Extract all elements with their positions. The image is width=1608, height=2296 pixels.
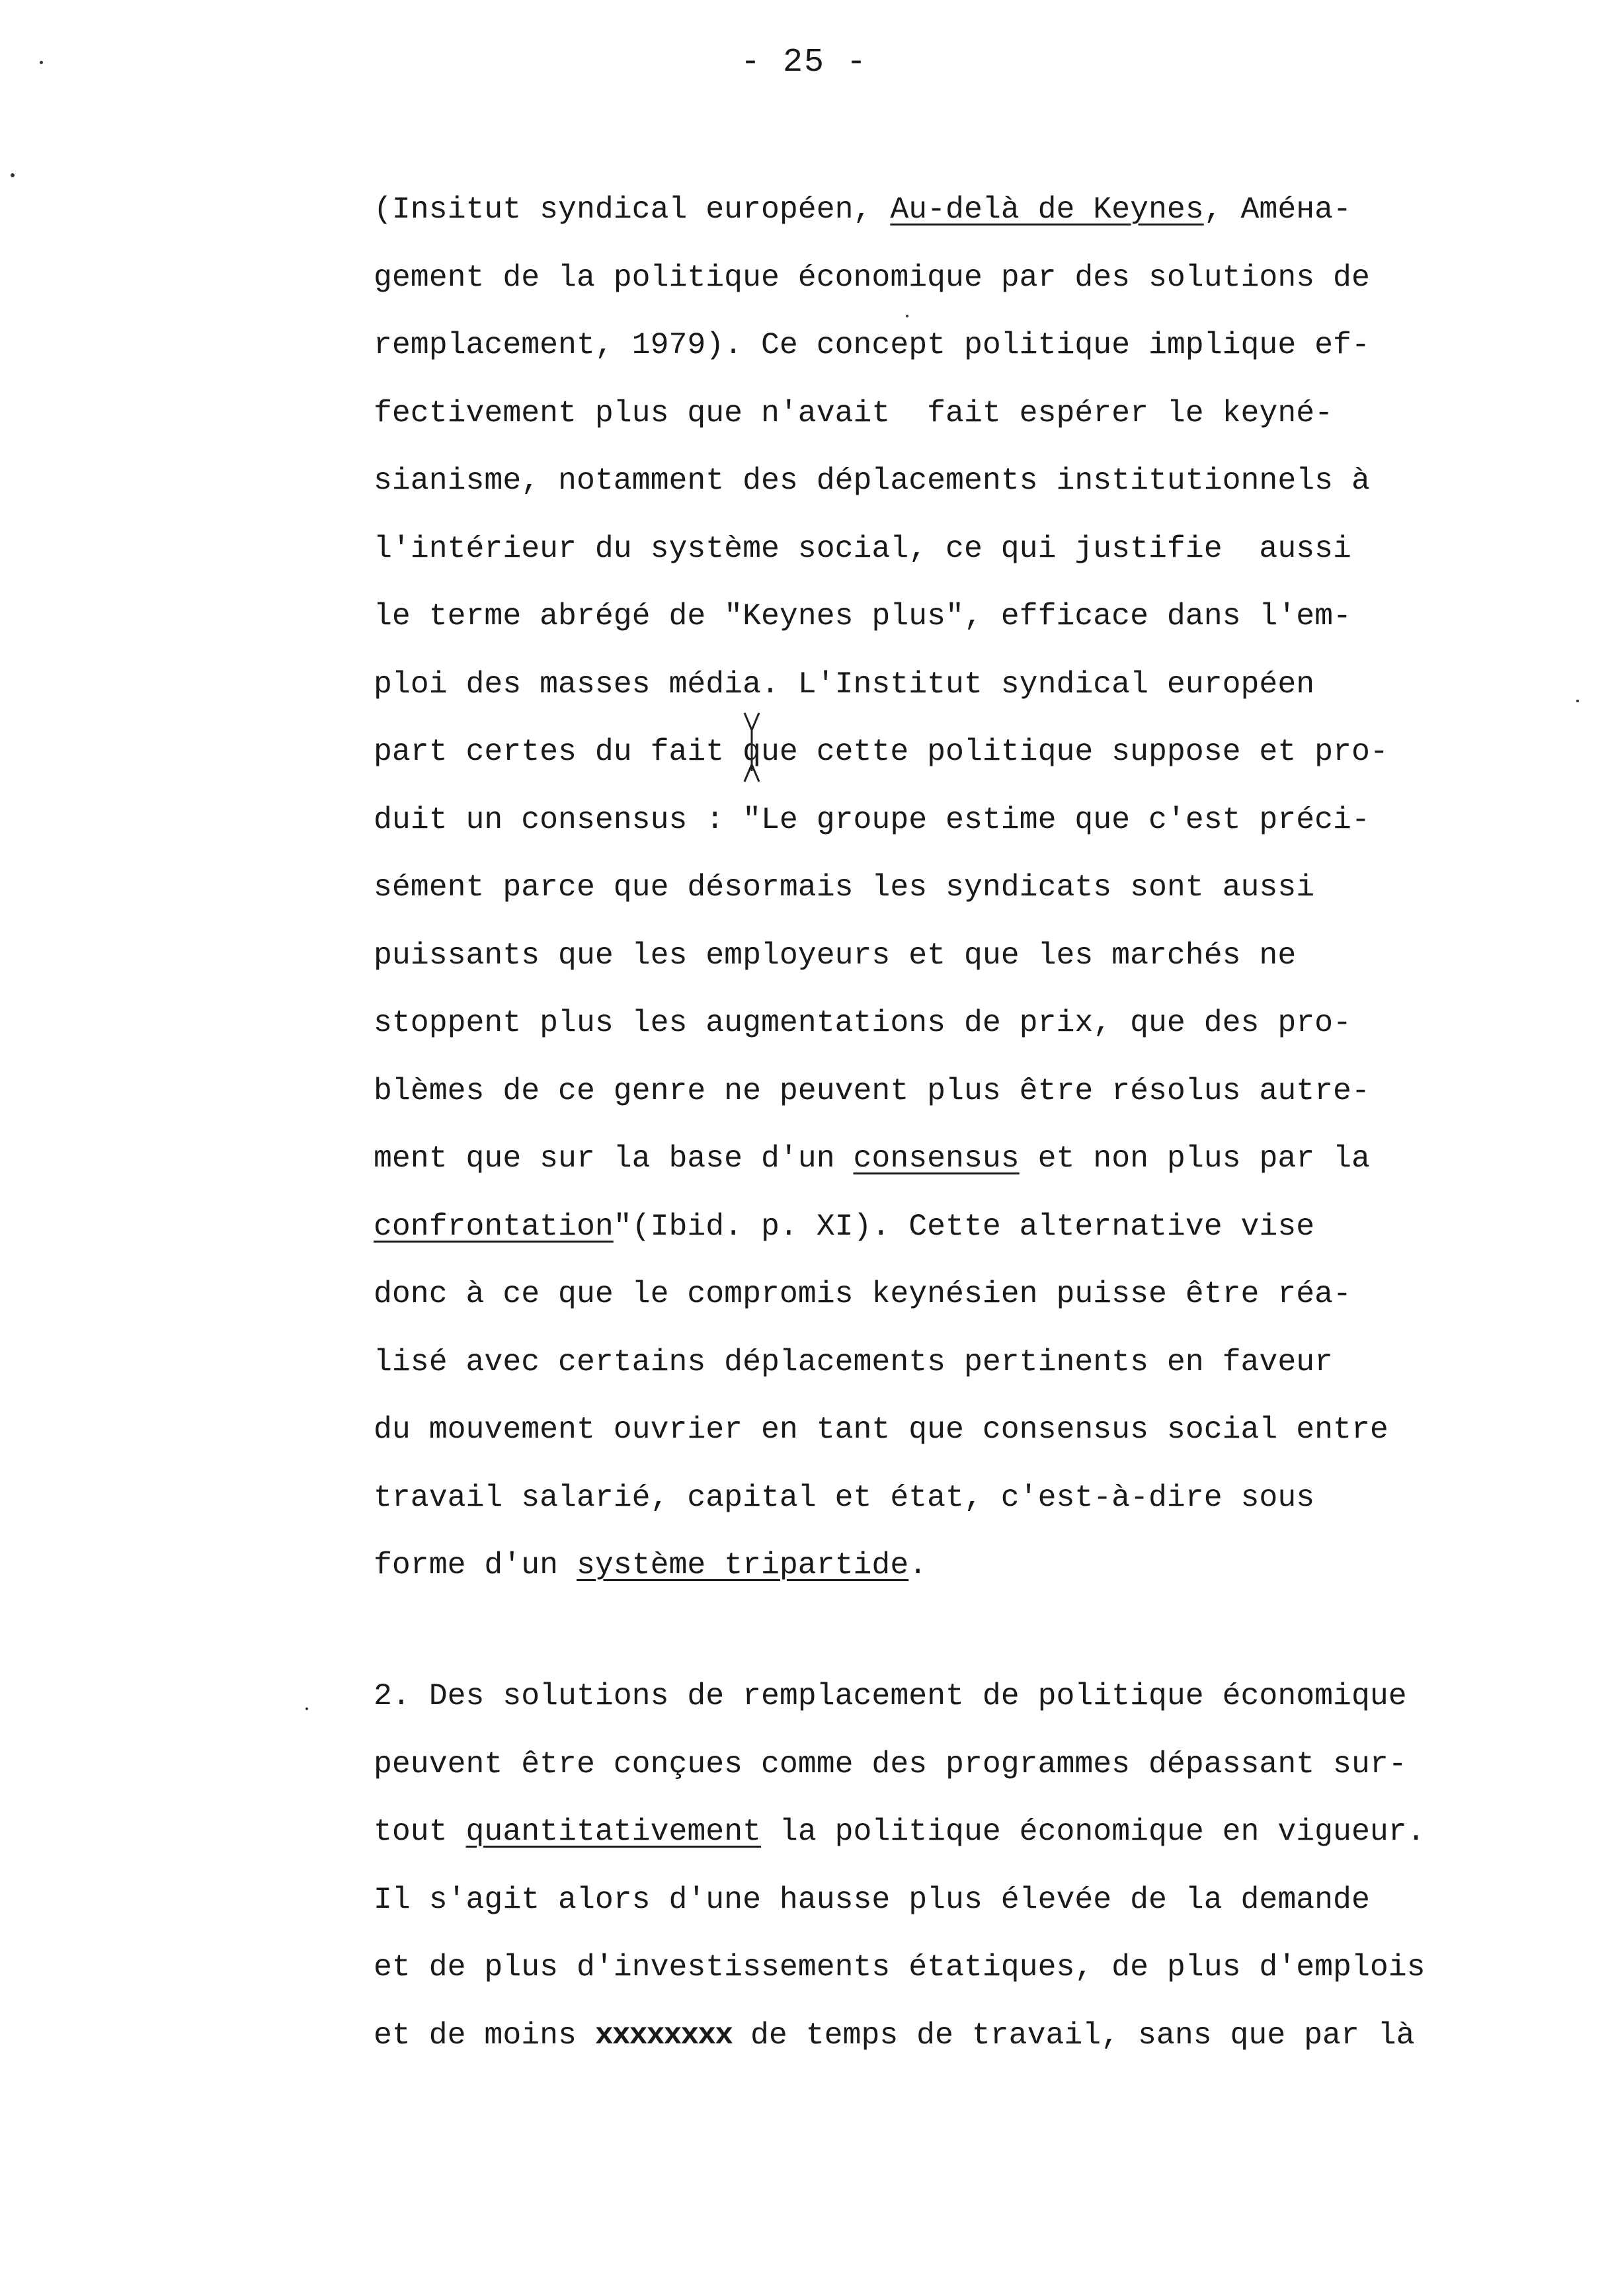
paragraph-2: [374, 1662, 1564, 2069]
text-line: [374, 1662, 1564, 1731]
text-segment: du mouvement ouvrier en tant que consensus social entre: [374, 1412, 1388, 1447]
text-line: [374, 244, 1564, 312]
text-line: [374, 1396, 1564, 1464]
text-line: [374, 2002, 1564, 2070]
text-segment: , Améна-: [1203, 192, 1351, 227]
insertion-mark-icon: [742, 710, 762, 784]
underlined-phrase: quantitativement: [465, 1814, 762, 1849]
text-segment: et de plus d'investissements étatiques, de plus d'emplois: [374, 1949, 1426, 1985]
text-segment: tout: [374, 1814, 466, 1849]
text-line: [374, 1193, 1564, 1261]
text-segment: "(Ibid. p. XI). Cette alternative vise: [613, 1208, 1315, 1244]
text-line: [374, 380, 1564, 448]
text-line: [374, 651, 1564, 719]
text-segment: et non plus par la: [1019, 1141, 1370, 1176]
text-line: [374, 989, 1564, 1057]
text-segment: ploi des masses média. L'Institut syndical européen: [374, 666, 1315, 702]
text-segment: stoppent plus les augmentations de prix, que des pro-: [374, 1005, 1351, 1040]
text-line: [374, 786, 1564, 854]
text-segment: sément parce que désormais les syndicats sont aussi: [374, 870, 1315, 905]
text-segment: ment que sur la base d'un: [374, 1141, 854, 1176]
text-segment: et de moins: [374, 2017, 595, 2053]
scan-speck: [11, 173, 15, 177]
text-segment: donc à ce que le compromis keynésien puisse être réa-: [374, 1276, 1351, 1311]
scan-speck: [906, 315, 908, 317]
text-segment: travail salarié, capital et état, c'est-à-dire sous: [374, 1479, 1315, 1515]
text-line: [374, 1057, 1564, 1126]
text-segment: sianisme, notamment des déplacements institutionnels à: [374, 463, 1370, 498]
text-line: [374, 1532, 1564, 1600]
text-segment: remplacement, 1979). Ce concept politique implique ef-: [374, 327, 1370, 362]
text-segment: blèmes de ce genre ne peuvent plus être résolus autre-: [374, 1073, 1370, 1108]
text-segment: l'intérieur du système social, ce qui justifie aussi: [374, 530, 1351, 566]
text-line: [374, 447, 1564, 515]
text-line: [374, 1329, 1564, 1397]
underlined-phrase: confrontation: [374, 1208, 614, 1244]
text-line: [374, 1798, 1564, 1866]
paragraph-1: [374, 176, 1564, 1600]
text-segment: fectivement plus que n'avait fait espérer le keyné-: [374, 395, 1334, 430]
text-segment: 2. Des solutions de remplacement de politique économique: [374, 1678, 1407, 1713]
text-line: [374, 718, 1564, 786]
text-segment: de temps de travail, sans que par là: [732, 2017, 1415, 2053]
text-line: [374, 311, 1564, 380]
text-segment: le terme abrégé de "Keynes plus", efficace dans l'em-: [374, 598, 1351, 634]
text-segment: puissants que les employeurs et que les marchés ne: [374, 937, 1297, 973]
text-line: [374, 1125, 1564, 1193]
text-line: [374, 515, 1564, 583]
underlined-phrase: Au-delà de Keynes: [890, 192, 1204, 227]
text-segment: la politique économique en vigueur.: [761, 1814, 1426, 1849]
text-line: [374, 922, 1564, 990]
text-line: [374, 1464, 1564, 1532]
text-line: [374, 583, 1564, 651]
text-segment: duit un consensus : "Le groupe estime que c'est préci-: [374, 801, 1370, 837]
text-line: [374, 176, 1564, 244]
text-segment: peuvent être conçues comme des programmes dépassant sur-: [374, 1746, 1407, 1782]
underlined-phrase: consensus: [853, 1141, 1020, 1176]
text-line: [374, 1866, 1564, 1934]
text-line: [374, 1260, 1564, 1329]
text-segment: Il s'agit alors d'une hausse plus élevée de la demande: [374, 1881, 1370, 1917]
text-segment: lisé avec certains déplacements pertinents en faveur: [374, 1344, 1334, 1379]
page-number: - 25 -: [740, 44, 868, 81]
text-segment: gement de la politique économique par des solutions de: [374, 259, 1370, 295]
text-line: [374, 1731, 1564, 1799]
scan-speck: [1576, 700, 1579, 702]
underlined-phrase: système tripartide: [576, 1547, 909, 1582]
text-segment: .: [908, 1547, 928, 1582]
typed-over-deletion: xxxxxxxx: [594, 2017, 733, 2053]
text-line: [374, 854, 1564, 922]
text-segment: (Insitut syndical européen,: [374, 192, 891, 227]
text-line: [374, 1934, 1564, 2002]
text-segment: part certes du fait que cette politique suppose et pro-: [374, 734, 1388, 769]
scan-speck: [305, 1707, 308, 1710]
text-segment: forme d'un: [374, 1547, 577, 1582]
scan-speck: [40, 61, 43, 64]
